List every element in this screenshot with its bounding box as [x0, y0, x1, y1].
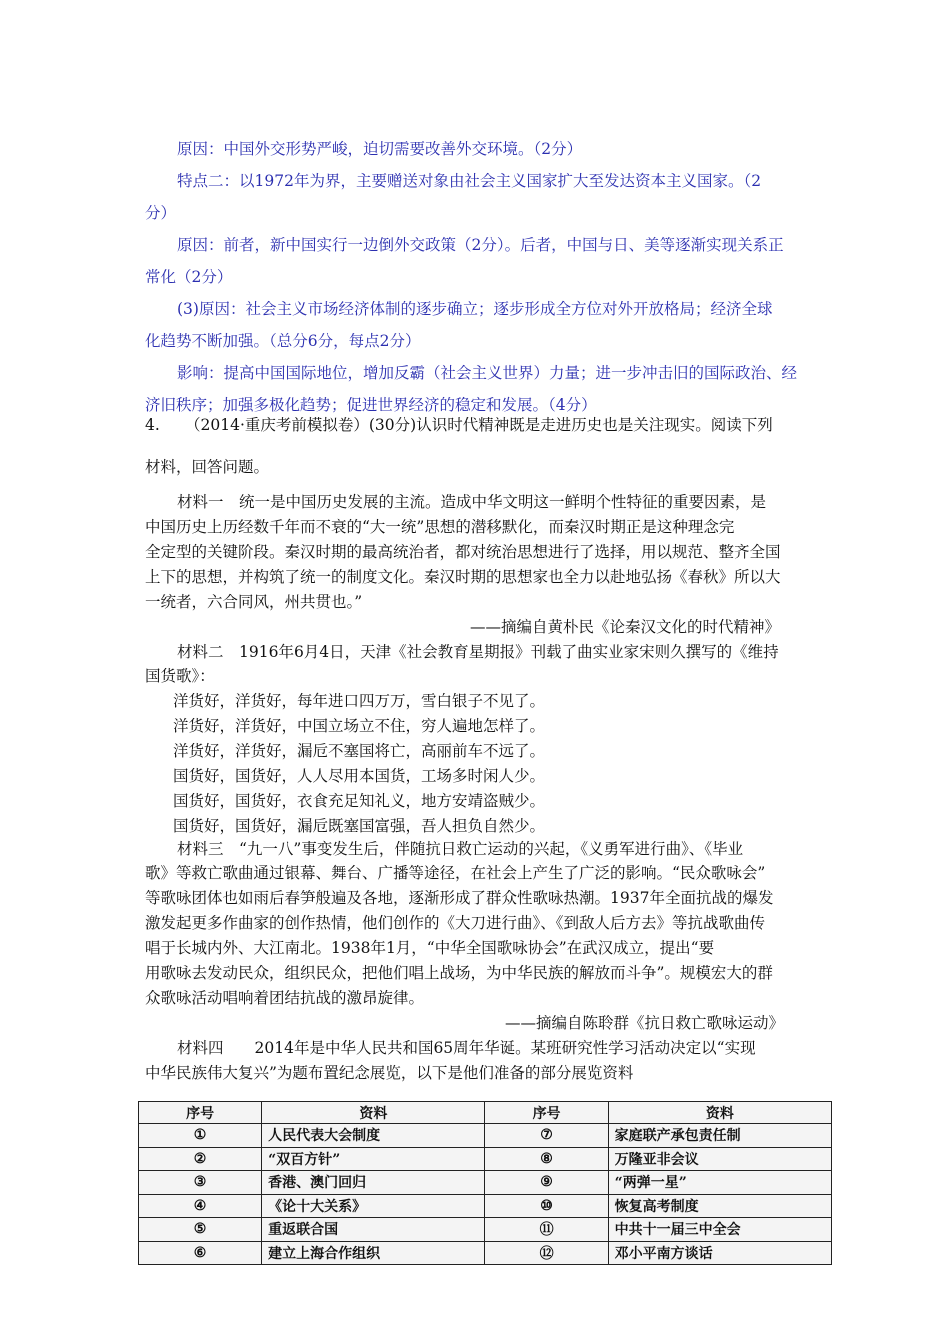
material3-line1: 材料三 “九一八”事变发生后，伴随抗日救亡运动的兴起，《义勇军进行曲》、《毕业	[177, 840, 744, 858]
header-number: 序号	[485, 1102, 608, 1124]
material1-line4: 上下的思想，并构筑了统一的制度文化。秦汉时期的思想家也全力以赴地弘扬《春秋》所以大	[145, 568, 781, 586]
material3-line5: 唱于长城内外、大江南北。1938年1月，“中华全国歌咏协会”在武汉成立，提出“要	[145, 939, 715, 957]
material3-line2: 歌》等救亡歌曲通过银幕、舞台、广播等途径，在社会上产生了广泛的影响。“民众歌咏会”	[145, 864, 766, 882]
material3-line4: 激发起更多作曲家的创作热情，他们创作的《大刀进行曲》、《到敌人后方去》等抗战歌曲传	[145, 914, 766, 932]
table-row	[139, 1147, 832, 1171]
header-item: 资料	[608, 1102, 831, 1124]
header-number: 序号	[139, 1102, 262, 1124]
row-number: ⑤	[139, 1218, 262, 1242]
row-number: ⑫	[485, 1241, 608, 1265]
material2-song-line: 洋货好，洋货好，每年进口四万万，雪白银子不见了。	[173, 692, 546, 710]
row-item: “双百方针”	[262, 1147, 485, 1171]
answer-reason2-line1: 原因：前者，新中国实行一边倒外交政策（2分）。后者，中国与日、美等逐渐实现关系正	[177, 236, 784, 254]
row-item: 家庭联产承包责任制	[608, 1124, 831, 1148]
table-header-row	[139, 1102, 832, 1124]
answer-impact-line2: 济旧秩序；加强多极化趋势；促进世界经济的稳定和发展。（4分）	[145, 396, 597, 414]
answer-impact-line1: 影响：提高中国国际地位，增加反霸（社会主义世界）力量；进一步冲击旧的国际政治、经	[177, 364, 798, 382]
answer-reason2-line2: 常化（2分）	[145, 268, 233, 286]
table-row	[139, 1124, 832, 1148]
row-item: 《论十大关系》	[262, 1194, 485, 1218]
material2-song-line: 国货好，国货好，衣食充足知礼义，地方安靖盗贼少。	[173, 792, 546, 810]
row-item: 恢复高考制度	[608, 1194, 831, 1218]
question-number: 4.	[145, 416, 160, 434]
material1-line3: 全定型的关键阶段。秦汉时期的最高统治者，都对统治思想进行了选择，用以规范、整齐全国	[145, 543, 781, 561]
row-item: 邓小平南方谈话	[608, 1241, 831, 1265]
question-heading-line1: （2014·重庆考前模拟卷）(30分)认识时代精神既是走进历史也是关注现实。阅读下列	[185, 416, 773, 434]
row-number: ⑪	[485, 1218, 608, 1242]
material4-line2: 中华民族伟大复兴”为题布置纪念展览，以下是他们准备的部分展览资料	[145, 1064, 634, 1082]
table-row	[139, 1194, 832, 1218]
row-item: 中共十一届三中全会	[608, 1218, 831, 1242]
material1-line2: 中国历史上历经数千年而不衰的“大一统”思想的潜移默化，而秦汉时期正是这种理念完	[145, 518, 735, 536]
answer-feature2-line2: 分）	[145, 204, 177, 222]
material2-song-line: 国货好，国货好，人人尽用本国货，工场多时闲人少。	[173, 767, 546, 785]
row-number: ③	[139, 1171, 262, 1195]
row-number: ④	[139, 1194, 262, 1218]
row-item: 人民代表大会制度	[262, 1124, 485, 1148]
row-number: ⑥	[139, 1241, 262, 1265]
table-row	[139, 1241, 832, 1265]
table-row	[139, 1171, 832, 1195]
row-number: ⑩	[485, 1194, 608, 1218]
material3-line3: 等歌咏团体也如雨后春笋般遍及各地，逐渐形成了群众性歌咏热潮。1937年全面抗战的爆发	[145, 889, 774, 907]
material2-line1: 材料二 1916年6月4日，天津《社会教育星期报》刊载了曲实业家宋则久撰写的《维持	[177, 643, 779, 661]
row-item: “两弹一星”	[608, 1171, 831, 1195]
header-item: 资料	[262, 1102, 485, 1124]
exhibit-table	[138, 1101, 832, 1265]
material3-source: ——摘编自陈聆群《抗日救亡歌咏运动》	[505, 1014, 785, 1032]
material4-line1: 材料四 2014年是中华人民共和国65周年华诞。某班研究性学习活动决定以“实现	[177, 1039, 756, 1057]
material1-line5: 一统者，六合同风，州共贯也。”	[145, 593, 363, 611]
row-number: ⑨	[485, 1171, 608, 1195]
table-row	[139, 1218, 832, 1242]
answer-q3-line1: (3)原因：社会主义市场经济体制的逐步确立；逐步形成全方位对外开放格局；经济全球	[177, 300, 773, 318]
row-number: ②	[139, 1147, 262, 1171]
row-item: 万隆亚非会议	[608, 1147, 831, 1171]
answer-reason1: 原因：中国外交形势严峻，迫切需要改善外交环境。（2分）	[177, 140, 583, 158]
material2-song-line: 洋货好，洋货好，漏卮不塞国将亡，高丽前车不远了。	[173, 742, 546, 760]
row-number: ⑦	[485, 1124, 608, 1148]
row-item: 香港、澳门回归	[262, 1171, 485, 1195]
material1-line1: 材料一 统一是中国历史发展的主流。造成中华文明这一鲜明个性特征的重要因素，是	[177, 493, 767, 511]
material1-source: ——摘编自黄朴民《论秦汉文化的时代精神》	[470, 618, 781, 636]
question-heading-line2: 材料，回答问题。	[145, 458, 270, 476]
answer-feature2-line1: 特点二：以1972年为界，主要赠送对象由社会主义国家扩大至发达资本主义国家。（2	[177, 172, 762, 190]
material2-line2: 国货歌》：	[145, 667, 215, 685]
answer-q3-line2: 化趋势不断加强。（总分6分，每点2分）	[145, 332, 421, 350]
material2-song-line: 国货好，国货好，漏卮既塞国富强，吾人担负自然少。	[173, 817, 546, 835]
row-number: ⑧	[485, 1147, 608, 1171]
row-item: 重返联合国	[262, 1218, 485, 1242]
material2-song-line: 洋货好，洋货好，中国立场立不住，穷人遍地怎样了。	[173, 717, 546, 735]
row-number: ①	[139, 1124, 262, 1148]
material3-line6: 用歌咏去发动民众，组织民众，把他们唱上战场，为中华民族的解放而斗争”。规模宏大的群	[145, 964, 773, 982]
row-item: 建立上海合作组织	[262, 1241, 485, 1265]
material3-line7: 众歌咏活动唱响着团结抗战的激昂旋律。	[145, 989, 425, 1007]
